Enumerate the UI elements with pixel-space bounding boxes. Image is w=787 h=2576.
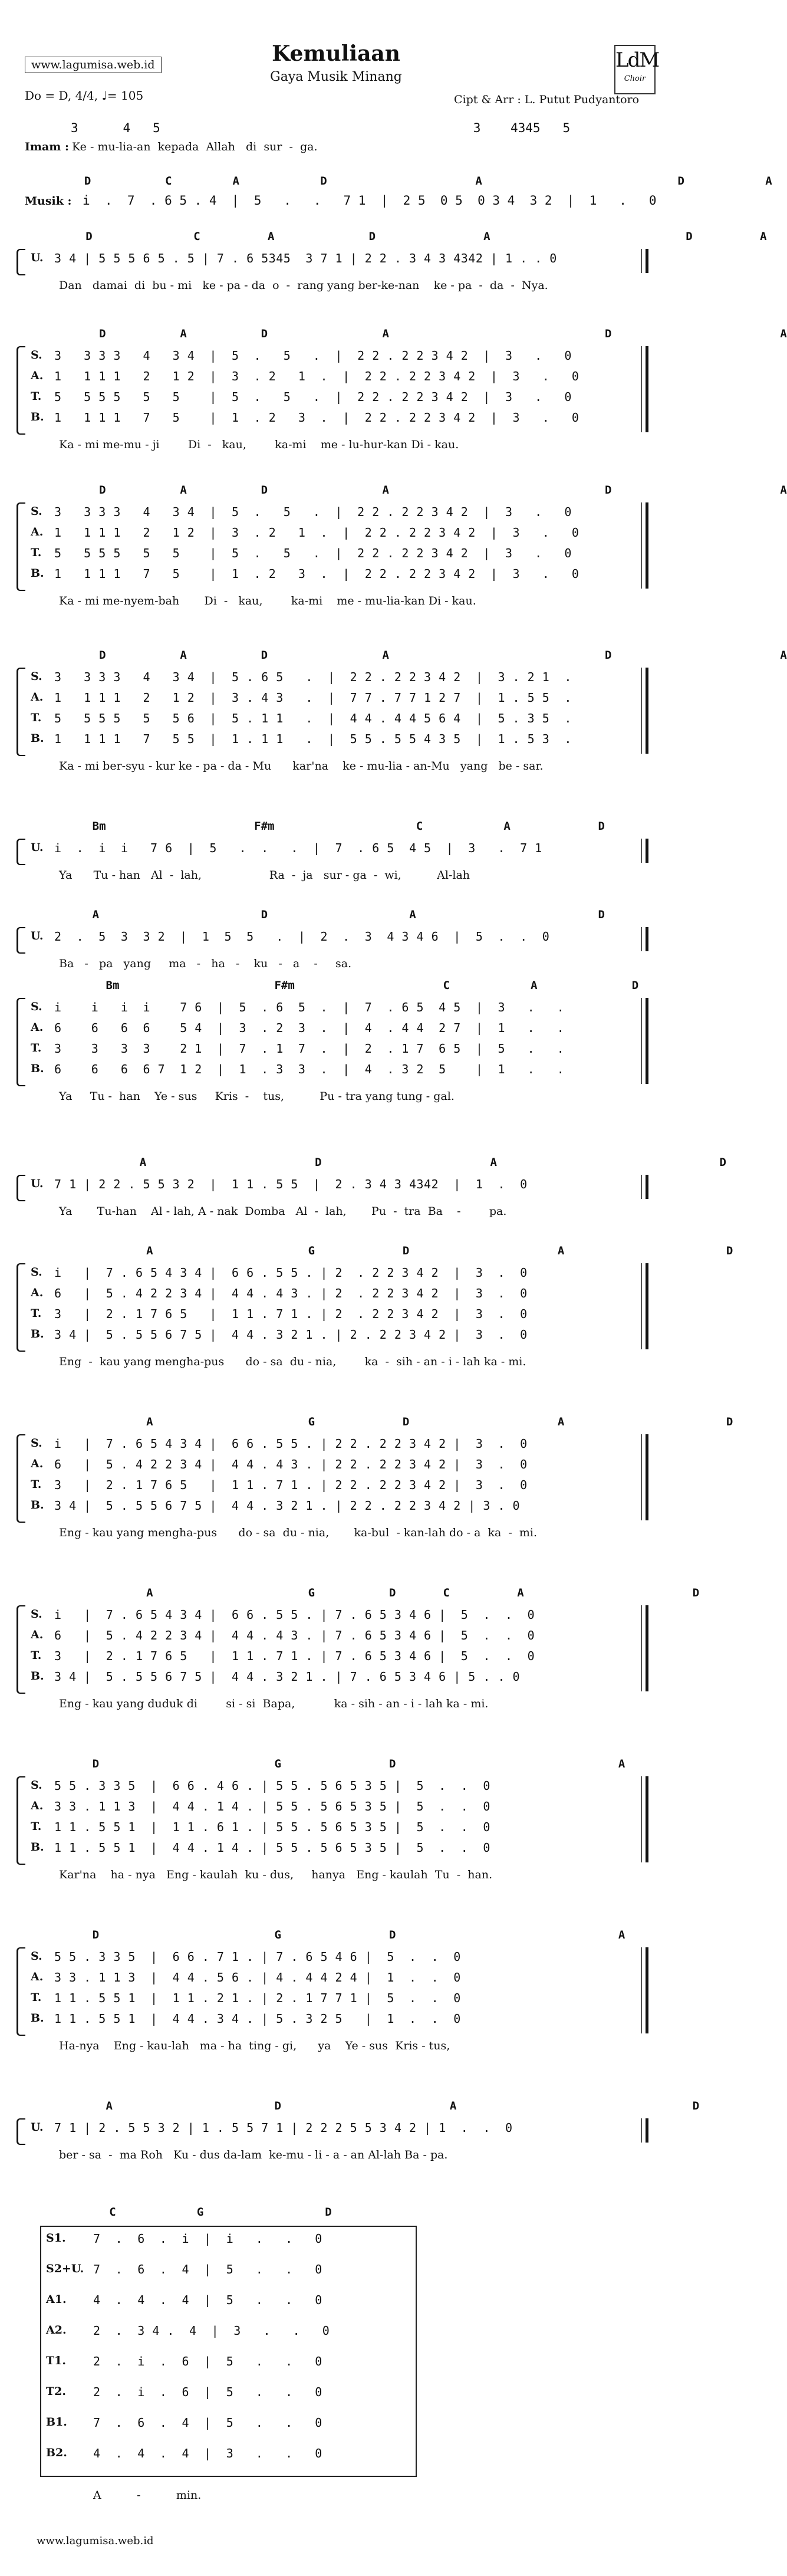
final-voice-row bbox=[46, 2293, 411, 2313]
voice-row bbox=[31, 1000, 650, 1020]
chord-line: D G D A bbox=[52, 1928, 625, 1941]
voice-label: B. bbox=[31, 2012, 44, 2025]
voice-notes: 4 . 4 . 4 | 5 . . 0 bbox=[93, 2293, 322, 2307]
voice-label: A. bbox=[31, 1970, 44, 1983]
voice-label: B2. bbox=[46, 2446, 67, 2459]
voice-row bbox=[31, 1499, 650, 1519]
voice-notes: 7 . 6 . i | i . . 0 bbox=[93, 2232, 322, 2246]
end-barline bbox=[641, 927, 648, 951]
voice-row bbox=[31, 1286, 650, 1306]
system-brace bbox=[17, 839, 25, 865]
voice-row bbox=[31, 929, 650, 949]
voice-row bbox=[31, 390, 650, 410]
lyric-line: Ka - mi ber-syu - kur ke - pa - da - Mu kar'na ke - mu-lia - an-Mu yang be - sar. bbox=[59, 760, 544, 773]
chord-line: D A D A D A bbox=[52, 327, 787, 340]
voice-label: B. bbox=[31, 1499, 44, 1512]
voice-row bbox=[31, 1478, 650, 1498]
voice-notes: 3 3 3 3 4 3 4 | 5 . 5 . | 2 2 . 2 2 3 4 2 | 3 . 0 bbox=[54, 349, 572, 363]
chord-line: A D A D bbox=[52, 1156, 726, 1169]
voice-label: B. bbox=[31, 1062, 44, 1075]
voice-notes: i | 7 . 6 5 4 3 4 | 6 6 . 5 5 . | 2 2 . 2 2 3 4 2 | 3 . 0 bbox=[54, 1437, 528, 1451]
voice-label: T. bbox=[31, 390, 42, 403]
voice-label: A. bbox=[31, 369, 44, 382]
system-brace bbox=[17, 927, 25, 954]
voice-notes: 1 1 1 1 7 5 5 | 1 . 1 1 . | 5 5 . 5 5 4 3 5 | 1 . 5 3 . bbox=[54, 732, 572, 746]
end-barline bbox=[641, 1263, 648, 1349]
voice-notes: 1 1 . 5 5 1 | 1 1 . 6 1 . | 5 5 . 5 6 5 3 5 | 5 . . 0 bbox=[54, 1820, 490, 1834]
song-subtitle: Gaya Musik Minang bbox=[270, 70, 402, 84]
voice-notes: 4 . 4 . 4 | 3 . . 0 bbox=[93, 2446, 322, 2460]
voice-notes: 7 1 | 2 . 5 5 3 2 | 1 . 5 5 7 1 | 2 2 2 5 5 3 4 2 | 1 . . 0 bbox=[54, 2121, 513, 2135]
system-brace bbox=[17, 1947, 25, 2036]
end-barline bbox=[641, 346, 648, 432]
ldm-choir-logo bbox=[614, 45, 659, 94]
voice-notes: 3 | 2 . 1 7 6 5 | 1 1 . 7 1 . | 7 . 6 5 3 4 6 | 5 . . 0 bbox=[54, 1649, 535, 1663]
system-brace bbox=[17, 249, 25, 275]
end-barline bbox=[641, 1605, 648, 1691]
voice-row bbox=[31, 1670, 650, 1690]
lyric-line: Eng - kau yang duduk di si - si Bapa, ka - sih - an - i - lah ka - mi. bbox=[59, 1697, 489, 1710]
voice-notes: 3 3 3 3 2 1 | 7 . 1 7 . | 2 . 1 7 6 5 | 5 . . bbox=[54, 1041, 565, 1056]
voice-row bbox=[31, 1437, 650, 1457]
voice-notes: 6 6 6 6 7 1 2 | 1 . 3 3 . | 4 . 3 2 5 | 1 . . bbox=[54, 1062, 565, 1076]
voice-label: U. bbox=[31, 2121, 44, 2134]
lyric-line: Eng - kau yang mengha-pus do - sa du - nia, ka - sih - an - i - lah ka - mi. bbox=[59, 1355, 526, 1368]
system-brace bbox=[17, 1263, 25, 1352]
voice-row bbox=[31, 1062, 650, 1082]
lyric-line: Ya Tu - han Al - lah, Ra - ja sur - ga - wi, Al-lah bbox=[59, 869, 470, 882]
chord-line: D G D A bbox=[52, 1757, 625, 1770]
final-voice-row bbox=[46, 2385, 411, 2405]
voice-label: B. bbox=[31, 1841, 44, 1854]
voice-row bbox=[31, 1177, 650, 1197]
voice-row bbox=[31, 732, 650, 752]
voice-row bbox=[31, 567, 650, 587]
voice-label: B. bbox=[31, 1328, 44, 1340]
voice-row bbox=[31, 1457, 650, 1477]
voice-notes: 7 . 6 . 4 | 5 . . 0 bbox=[93, 2416, 322, 2430]
voice-row bbox=[31, 251, 650, 271]
voice-notes: 3 3 3 3 4 3 4 | 5 . 5 . | 2 2 . 2 2 3 4 2 | 3 . 0 bbox=[54, 505, 572, 519]
voice-row bbox=[31, 2121, 650, 2141]
voice-notes: 1 1 . 5 5 1 | 1 1 . 2 1 . | 2 . 1 7 7 1 | 5 . . 0 bbox=[54, 1991, 461, 2005]
end-barline bbox=[641, 249, 648, 273]
voice-notes: 3 3 . 1 1 3 | 4 4 . 5 6 . | 4 . 4 4 2 4 | 1 . . 0 bbox=[54, 1970, 461, 1984]
chord-line: A G D A D bbox=[52, 1415, 733, 1428]
voice-row bbox=[31, 1649, 650, 1669]
voice-notes: 7 1 | 2 2 . 5 5 3 2 | 1 1 . 5 5 | 2 . 3 4 3 4342 | 1 . 0 bbox=[54, 1177, 528, 1191]
voice-notes: 3 | 2 . 1 7 6 5 | 1 1 . 7 1 . | 2 2 . 2 2 3 4 2 | 3 . 0 bbox=[54, 1478, 528, 1492]
voice-label: S. bbox=[31, 1266, 42, 1279]
system-brace bbox=[17, 502, 25, 591]
end-barline bbox=[641, 2118, 648, 2143]
voice-row bbox=[31, 1799, 650, 1819]
logo-subtext: Choir bbox=[624, 74, 646, 83]
voice-row bbox=[31, 546, 650, 566]
chord-line: D C A D A D A bbox=[52, 230, 767, 243]
musik-notes: i . 7 . 6 5 . 4 | 5 . . 7 1 | 2 5 0 5 0 3 4 3 2 | 1 . 0 bbox=[83, 193, 657, 208]
musik-chords: D C A D A D A bbox=[71, 175, 772, 188]
system-brace bbox=[17, 998, 25, 1086]
system-brace bbox=[17, 1434, 25, 1523]
lyric-line: Ka - mi me-mu - ji Di - kau, ka-mi me - lu-hur-kan Di - kau. bbox=[59, 438, 459, 451]
footer-url: www.lagumisa.web.id bbox=[37, 2535, 154, 2547]
voice-notes: 2 . 5 3 3 2 | 1 5 5 . | 2 . 3 4 3 4 6 | 5 . . 0 bbox=[54, 929, 550, 944]
voice-row bbox=[31, 1991, 650, 2011]
voice-label: S. bbox=[31, 1000, 42, 1013]
voice-notes: 7 . 6 . 4 | 5 . . 0 bbox=[93, 2262, 322, 2276]
voice-label: B. bbox=[31, 732, 44, 745]
system-brace bbox=[17, 2118, 25, 2145]
voice-row bbox=[31, 711, 650, 731]
final-voice-row bbox=[46, 2262, 411, 2282]
lyric-line: Ka - mi me-nyem-bah Di - kau, ka-mi me - mu-lia-kan Di - kau. bbox=[59, 594, 476, 607]
voice-label: A. bbox=[31, 525, 44, 538]
voice-row bbox=[31, 1950, 650, 1970]
voice-label: T. bbox=[31, 1478, 42, 1491]
final-lyric: A - min. bbox=[93, 2489, 202, 2502]
voice-label: S. bbox=[31, 1608, 42, 1621]
final-voice-row bbox=[46, 2416, 411, 2436]
voice-row bbox=[31, 841, 650, 861]
end-barline bbox=[641, 1434, 648, 1520]
voice-notes: i . i i 7 6 | 5 . . . | 7 . 6 5 4 5 | 3 . 7 1 bbox=[54, 841, 542, 855]
final-voice-row bbox=[46, 2232, 411, 2252]
voice-label: S1. bbox=[46, 2232, 66, 2245]
voice-notes: 3 4 | 5 . 5 5 6 7 5 | 4 4 . 3 2 1 . | 2 2 . 2 2 3 4 2 | 3 . 0 bbox=[54, 1499, 521, 1513]
voice-label: A1. bbox=[46, 2293, 67, 2306]
voice-label: S. bbox=[31, 1437, 42, 1450]
site-url-box: www.lagumisa.web.id bbox=[25, 57, 162, 73]
voice-notes: i | 7 . 6 5 4 3 4 | 6 6 . 5 5 . | 2 . 2 2 3 4 2 | 3 . 0 bbox=[54, 1266, 528, 1280]
voice-label: A. bbox=[31, 1628, 44, 1641]
voice-label: B. bbox=[31, 1670, 44, 1683]
voice-label: T. bbox=[31, 1649, 42, 1662]
voice-row bbox=[31, 369, 650, 389]
voice-notes: 6 | 5 . 4 2 2 3 4 | 4 4 . 4 3 . | 2 . 2 2 3 4 2 | 3 . 0 bbox=[54, 1286, 528, 1300]
voice-row bbox=[31, 691, 650, 711]
voice-row bbox=[31, 349, 650, 369]
voice-row bbox=[31, 1608, 650, 1628]
voice-notes: i i i i 7 6 | 5 . 6 5 . | 7 . 6 5 4 5 | 3 . . bbox=[54, 1000, 565, 1014]
lyric-line: Ba - pa yang ma - ha - ku - a - sa. bbox=[59, 957, 352, 970]
voice-notes: 6 | 5 . 4 2 2 3 4 | 4 4 . 4 3 . | 2 2 . 2 2 3 4 2 | 3 . 0 bbox=[54, 1457, 528, 1471]
end-barline bbox=[641, 1776, 648, 1862]
voice-notes: 1 1 1 1 2 1 2 | 3 . 2 1 . | 2 2 . 2 2 3 4 2 | 3 . 0 bbox=[54, 369, 579, 383]
voice-notes: 3 3 . 1 1 3 | 4 4 . 1 4 . | 5 5 . 5 6 5 3 5 | 5 . . 0 bbox=[54, 1799, 490, 1813]
lyric-line: Dan damai di bu - mi ke - pa - da o - rang yang ber-ke-nan ke - pa - da - Nya. bbox=[59, 279, 548, 292]
end-barline bbox=[641, 839, 648, 863]
imam-lyric: Ke - mu-lia-an kepada Allah di sur - ga. bbox=[72, 140, 318, 153]
voice-notes: 3 4 | 5 5 5 6 5 . 5 | 7 . 6 5345 3 7 1 | 2 2 . 3 4 3 4342 | 1 . . 0 bbox=[54, 251, 557, 265]
voice-row bbox=[31, 1820, 650, 1840]
voice-row bbox=[31, 1779, 650, 1799]
voice-notes: 3 4 | 5 . 5 5 6 7 5 | 4 4 . 3 2 1 . | 7 . 6 5 3 4 6 | 5 . . 0 bbox=[54, 1670, 521, 1684]
voice-notes: 3 | 2 . 1 7 6 5 | 1 1 . 7 1 . | 2 . 2 2 3 4 2 | 3 . 0 bbox=[54, 1307, 528, 1321]
voice-label: U. bbox=[31, 251, 44, 264]
voice-label: A. bbox=[31, 1021, 44, 1034]
voice-label: T. bbox=[31, 711, 42, 724]
voice-row bbox=[31, 1970, 650, 1990]
voice-notes: 1 1 1 1 7 5 | 1 . 2 3 . | 2 2 . 2 2 3 4 2 | 3 . 0 bbox=[54, 567, 579, 581]
voice-row bbox=[31, 670, 650, 690]
lyric-line: ber - sa - ma Roh Ku - dus da-lam ke-mu - li - a - an Al-lah Ba - pa. bbox=[59, 2148, 448, 2161]
voice-label: U. bbox=[31, 929, 44, 942]
end-barline bbox=[641, 668, 648, 754]
voice-row bbox=[31, 1841, 650, 1861]
voice-label: T. bbox=[31, 1307, 42, 1320]
voice-notes: 2 . i . 6 | 5 . . 0 bbox=[93, 2354, 322, 2368]
song-title: Kemuliaan bbox=[272, 41, 400, 66]
system-brace bbox=[17, 346, 25, 435]
key-signature: Do = D, 4/4, ♩= 105 bbox=[25, 88, 144, 103]
end-barline bbox=[641, 1947, 648, 2033]
lyric-line: Eng - kau yang mengha-pus do - sa du - nia, ka-bul - kan-lah do - a ka - mi. bbox=[59, 1526, 538, 1539]
system-brace bbox=[17, 1175, 25, 1201]
voice-notes: 2 . 3 4 . 4 | 3 . . 0 bbox=[93, 2324, 330, 2338]
voice-label: S2+U. bbox=[46, 2262, 84, 2275]
system-brace bbox=[17, 1605, 25, 1694]
voice-row bbox=[31, 1628, 650, 1648]
voice-notes: 2 . i . 6 | 5 . . 0 bbox=[93, 2385, 322, 2399]
voice-notes: 5 5 . 3 3 5 | 6 6 . 4 6 . | 5 5 . 5 6 5 3 5 | 5 . . 0 bbox=[54, 1779, 490, 1793]
chord-line: A G D A D bbox=[52, 1244, 733, 1257]
lyric-line: Ha-nya Eng - kau-lah ma - ha ting - gi, ya Ye - sus Kris - tus, bbox=[59, 2039, 450, 2052]
voice-row bbox=[31, 1266, 650, 1286]
voice-row bbox=[31, 1328, 650, 1348]
voice-label: U. bbox=[31, 1177, 44, 1190]
imam-label: Imam : bbox=[25, 140, 70, 153]
voice-notes: 5 5 5 5 5 5 | 5 . 5 . | 2 2 . 2 2 3 4 2 | 3 . 0 bbox=[54, 390, 572, 404]
final-chord-line: C G D bbox=[75, 2206, 332, 2219]
lyric-line: Ya Tu - han Ye - sus Kris - tus, Pu - tra yang tung - gal. bbox=[59, 1090, 455, 1103]
voice-row bbox=[31, 1021, 650, 1041]
voice-label: U. bbox=[31, 841, 44, 854]
chord-line: A G D C A D bbox=[52, 1586, 700, 1599]
voice-notes: 1 1 1 1 7 5 | 1 . 2 3 . | 2 2 . 2 2 3 4 2 | 3 . 0 bbox=[54, 410, 579, 425]
lyric-line: Ya Tu-han Al - lah, A - nak Domba Al - lah, Pu - tra Ba - pa. bbox=[59, 1205, 507, 1218]
lyric-line: Kar'na ha - nya Eng - kaulah ku - dus, hanya Eng - kaulah Tu - han. bbox=[59, 1868, 493, 1881]
voice-label: B. bbox=[31, 410, 44, 423]
musik-label: Musik : bbox=[25, 195, 72, 208]
voice-row bbox=[31, 2012, 650, 2032]
voice-label: B1. bbox=[46, 2416, 67, 2429]
final-voice-row bbox=[46, 2446, 411, 2466]
chord-line: Bm F#m C A D bbox=[52, 820, 605, 833]
voice-label: S. bbox=[31, 1950, 42, 1963]
chord-line: D A D A D A bbox=[52, 649, 787, 662]
voice-notes: 1 1 1 1 2 1 2 | 3 . 4 3 . | 7 7 . 7 7 1 2 7 | 1 . 5 5 . bbox=[54, 691, 572, 705]
voice-notes: 6 | 5 . 4 2 2 3 4 | 4 4 . 4 3 . | 7 . 6 5 3 4 6 | 5 . . 0 bbox=[54, 1628, 535, 1642]
voice-label: S. bbox=[31, 1779, 42, 1792]
voice-label: A. bbox=[31, 1799, 44, 1812]
voice-notes: 6 6 6 6 5 4 | 3 . 2 3 . | 4 . 4 4 2 7 | 1 . . bbox=[54, 1021, 565, 1035]
voice-label: T2. bbox=[46, 2385, 66, 2398]
voice-notes: 5 5 . 3 3 5 | 6 6 . 7 1 . | 7 . 6 5 4 6 | 5 . . 0 bbox=[54, 1950, 461, 1964]
final-voice-row bbox=[46, 2324, 411, 2344]
system-brace bbox=[17, 1776, 25, 1865]
voice-label: A. bbox=[31, 1457, 44, 1470]
voice-label: S. bbox=[31, 349, 42, 362]
voice-label: A. bbox=[31, 1286, 44, 1299]
final-voice-row bbox=[46, 2354, 411, 2374]
chord-line: Bm F#m C A D bbox=[52, 979, 639, 992]
voice-label: B. bbox=[31, 567, 44, 580]
voice-label: S. bbox=[31, 505, 42, 518]
voice-notes: 5 5 5 5 5 5 | 5 . 5 . | 2 2 . 2 2 3 4 2 | 3 . 0 bbox=[54, 546, 572, 560]
end-barline bbox=[641, 502, 648, 589]
voice-label: T. bbox=[31, 1041, 42, 1054]
voice-row bbox=[31, 505, 650, 525]
end-barline bbox=[641, 998, 648, 1084]
voice-label: T. bbox=[31, 1820, 42, 1833]
voice-row bbox=[31, 525, 650, 546]
voice-notes: 3 3 3 3 4 3 4 | 5 . 6 5 . | 2 2 . 2 2 3 4 2 | 3 . 2 1 . bbox=[54, 670, 572, 684]
voice-row bbox=[31, 1041, 650, 1062]
voice-label: T1. bbox=[46, 2354, 66, 2367]
voice-label: S. bbox=[31, 670, 42, 683]
voice-notes: 5 5 5 5 5 5 6 | 5 . 1 1 . | 4 4 . 4 4 5 6 4 | 5 . 3 5 . bbox=[54, 711, 572, 725]
voice-label: T. bbox=[31, 546, 42, 559]
voice-notes: 3 4 | 5 . 5 5 6 7 5 | 4 4 . 3 2 1 . | 2 . 2 2 3 4 2 | 3 . 0 bbox=[54, 1328, 528, 1342]
imam-notes: 3 4 5 3 4345 5 bbox=[71, 121, 571, 135]
system-brace bbox=[17, 668, 25, 756]
voice-row bbox=[31, 410, 650, 431]
voice-notes: 1 1 . 5 5 1 | 4 4 . 3 4 . | 5 . 3 2 5 | 1 . . 0 bbox=[54, 2012, 461, 2026]
end-barline bbox=[641, 1175, 648, 1199]
voice-label: A. bbox=[31, 691, 44, 704]
voice-notes: 1 1 . 5 5 1 | 4 4 . 1 4 . | 5 5 . 5 6 5 3 5 | 5 . . 0 bbox=[54, 1841, 490, 1855]
chord-line: D A D A D A bbox=[52, 484, 787, 497]
voice-label: A2. bbox=[46, 2324, 67, 2337]
voice-notes: 1 1 1 1 2 1 2 | 3 . 2 1 . | 2 2 . 2 2 3 4 2 | 3 . 0 bbox=[54, 525, 579, 540]
logo-text: LdM bbox=[615, 48, 659, 72]
voice-row bbox=[31, 1307, 650, 1327]
voice-notes: i | 7 . 6 5 4 3 4 | 6 6 . 5 5 . | 7 . 6 5 3 4 6 | 5 . . 0 bbox=[54, 1608, 535, 1622]
composer-credit: Cipt & Arr : L. Putut Pudyantoro bbox=[454, 93, 640, 106]
chord-line: A D A D bbox=[52, 908, 605, 921]
voice-label: T. bbox=[31, 1991, 42, 2004]
chord-line: A D A D bbox=[52, 2099, 700, 2112]
